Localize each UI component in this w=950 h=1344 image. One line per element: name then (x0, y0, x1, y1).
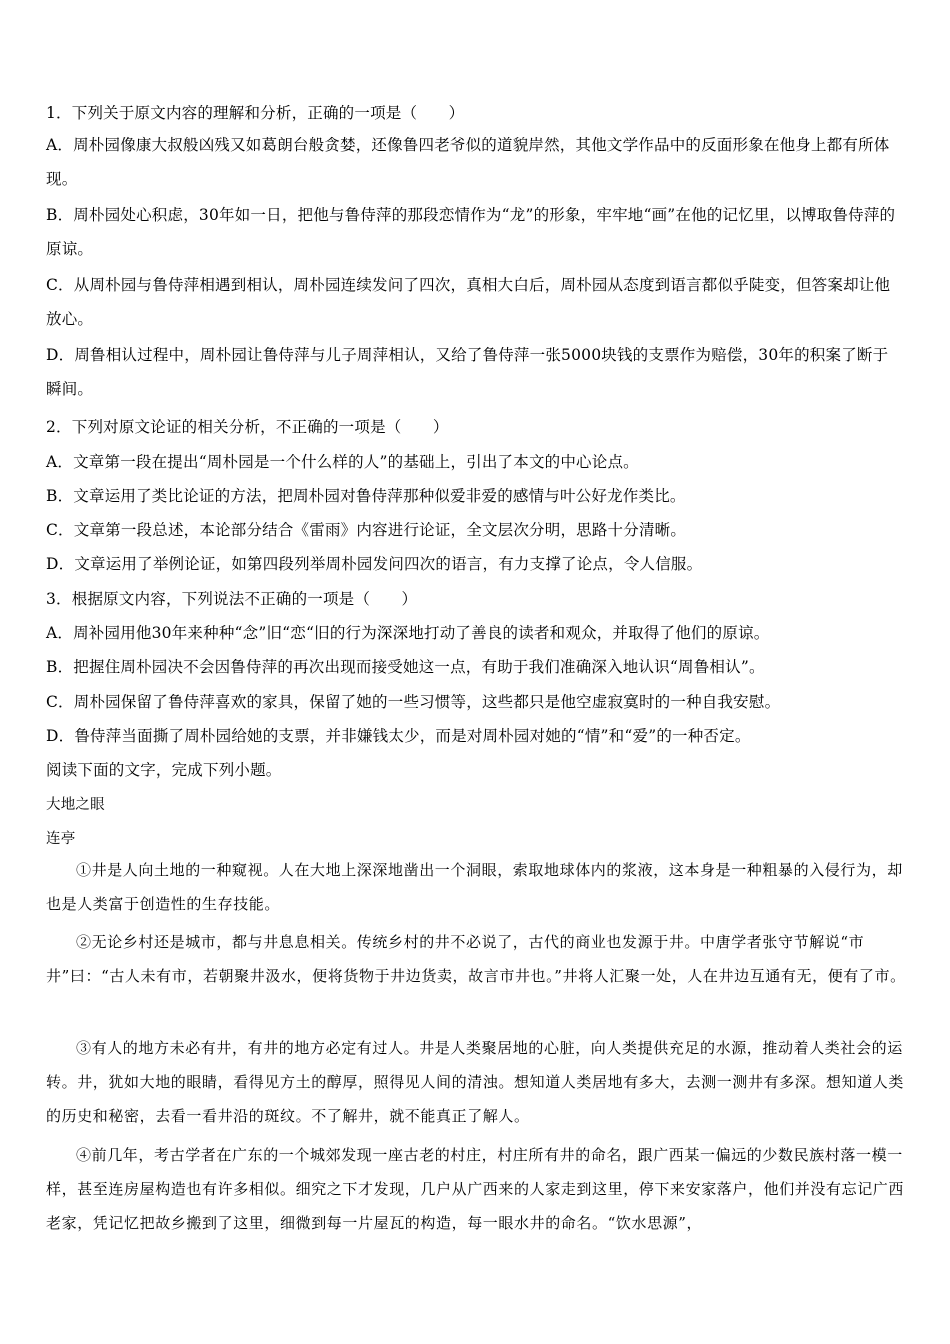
question-2-option-c: C．文章第一段总述，本论部分结合《雷雨》内容进行论证，全文层次分明，思路十分清晰。 (46, 521, 687, 539)
reading-paragraph-3: ③有人的地方未必有井，有井的地方必定有过人。井是人类聚居地的心脏，向人类提供充足的水源，推动着人类社会的运转。井，犹如大地的眼睛，看得见方土的醇厚，照得见人间的清浊。想知道人类居地有多大，去测一测井有多深。想知道人类的历史和秘密，去看一看井沿的斑纹。不了解井，就不能真正了解人。 (46, 1039, 905, 1125)
reading-author: 连亭 (46, 831, 76, 847)
question-2-option-b: B．文章运用了类比论证的方法，把周朴园对鲁侍萍那种似爱非爱的感情与叶公好龙作类比。 (46, 487, 686, 505)
question-3-option-c: C．周朴园保留了鲁侍萍喜欢的家具，保留了她的一些习惯等，这些都只是他空虚寂寞时的一种自我安慰。 (46, 693, 781, 711)
question-1-stem: 1．下列关于原文内容的理解和分析，正确的一项是（ ） (46, 104, 465, 122)
question-1-option-d: D．周鲁相认过程中，周朴园让鲁侍萍与儿子周萍相认，又给了鲁侍萍一张5000块钱的支票作为赔偿，30年的积案了断于瞬间。 (46, 346, 889, 398)
reading-title: 大地之眼 (46, 797, 105, 813)
question-2-stem: 2．下列对原文论证的相关分析，不正确的一项是（ ） (46, 418, 449, 436)
question-2-option-d: D．文章运用了举例论证，如第四段列举周朴园发问四次的语言，有力支撑了论点，令人信服。 (46, 555, 703, 573)
question-1-option-b: B．周朴园处心积虑，30年如一日，把他与鲁侍萍的那段恋情作为“龙”的形象，牢牢地“画”在他的记忆里，以博取鲁侍萍的原谅。 (46, 206, 896, 258)
reading-paragraph-4: ④前几年，考古学者在广东的一个城郊发现一座古老的村庄，村庄所有井的命名，跟广西某一偏远的少数民族村落一模一样，甚至连房屋构造也有许多相似。细究之下才发现，几户从广西来的人家走到这里，停下来安家落户，他们并没有忘记广西老家，凭记忆把故乡搬到了这里，细微到每一片屋瓦的构造，每一眼水井的命名。“饮水思源”， (46, 1146, 905, 1232)
question-3-stem: 3．根据原文内容，下列说法不正确的一项是（ ） (46, 590, 418, 608)
question-3-option-a: A．周补园用他30年来种种“念”旧“恋“旧的行为深深地打动了善良的读者和观众，并取得了他们的原谅。 (46, 624, 770, 642)
question-1-option-c: C．从周朴园与鲁侍萍相遇到相认，周朴园连续发问了四次，真相大白后，周朴园从态度到语言都似乎陡变，但答案却让他放心。 (46, 276, 891, 328)
question-2-option-a: A．文章第一段在提出“周朴园是一个什么样的人”的基础上，引出了本文的中心论点。 (46, 453, 639, 471)
reading-instruction: 阅读下面的文字，完成下列小题。 (46, 761, 282, 779)
question-3-option-d: D．鲁侍萍当面撕了周朴园给她的支票，并非嫌钱太少，而是对周朴园对她的“情”和“爱”的一种否定。 (46, 727, 751, 745)
reading-paragraph-1: ①井是人向土地的一种窥视。人在大地上深深地凿出一个洞眼，索取地球体内的浆液，这本身是一种粗暴的入侵行为，却也是人类富于创造性的生存技能。 (46, 861, 903, 913)
question-3-option-b: B．把握住周朴园决不会因鲁侍萍的再次出现而接受她这一点，有助于我们准确深入地认识“周鲁相认”。 (46, 658, 765, 676)
reading-paragraph-2: ②无论乡村还是城市，都与井息息相关。传统乡村的井不必说了，古代的商业也发源于井。中唐学者张守节解说“市井”曰：“古人未有市，若朝聚井汲水，便将货物于井边货卖，故言市井也。”井将人汇聚一处，人在井边互通有无，便有了市。 (46, 933, 906, 985)
question-1-option-a: A．周朴园像康大叔般凶残又如葛朗台般贪婪，还像鲁四老爷似的道貌岸然，其他文学作品中的反面形象在他身上都有所体现。 (46, 136, 890, 188)
